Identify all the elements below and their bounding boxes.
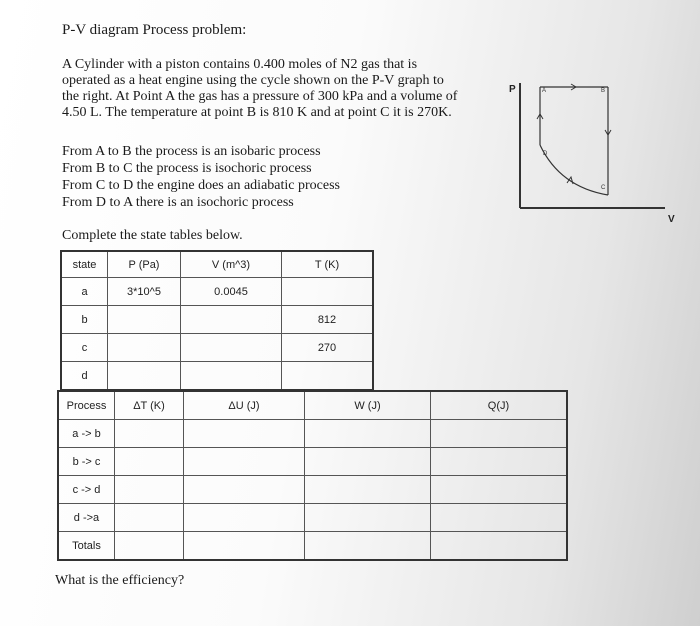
efficiency-question: What is the efficiency?: [55, 573, 185, 588]
table-row: [58, 448, 567, 476]
table-row: [58, 420, 567, 448]
volume-cell: [181, 362, 282, 391]
table-row: [58, 476, 567, 504]
table-row: [61, 334, 373, 362]
page-title: P-V diagram Process problem:: [62, 22, 247, 38]
work-cell: [305, 448, 431, 476]
table-row: [61, 362, 373, 391]
problem-line: operated as a heat engine using the cycle shown on the P-V graph to: [62, 73, 444, 88]
state-cell: b: [61, 306, 108, 334]
table-row: [58, 532, 567, 561]
table-row: [61, 278, 373, 306]
header-cell: ΔU (J): [184, 391, 305, 420]
point-c-label: C: [601, 185, 606, 191]
process-table-header: [58, 391, 567, 420]
process-line: From B to C the process is isochoric process: [62, 161, 312, 176]
state-cell: d: [61, 362, 108, 391]
problem-line: the right. At Point A the gas has a pressure of 300 kPa and a volume of: [62, 89, 458, 104]
delta-u-cell: [184, 448, 305, 476]
volume-cell: [181, 334, 282, 362]
work-cell: [305, 476, 431, 504]
state-table: [60, 250, 374, 391]
header-cell: state: [61, 251, 108, 278]
state-table-header: [61, 251, 373, 278]
pressure-cell: [108, 334, 181, 362]
temperature-cell: [282, 278, 374, 306]
process-line: From C to D the engine does an adiabatic process: [62, 178, 340, 193]
delta-t-cell: [115, 476, 184, 504]
problem-line: A Cylinder with a piston contains 0.400 moles of N2 gas that is: [62, 57, 418, 72]
header-cell: T (K): [282, 251, 374, 278]
volume-cell: 0.0045: [181, 278, 282, 306]
header-cell: Q(J): [431, 391, 568, 420]
delta-u-cell: [184, 420, 305, 448]
adiabatic-cd-curve: [540, 145, 608, 195]
pressure-cell: [108, 362, 181, 391]
pressure-cell: 3*10^5: [108, 278, 181, 306]
header-cell: Process: [58, 391, 115, 420]
point-b-label: B: [601, 88, 606, 94]
pv-diagram: [505, 75, 680, 225]
process-cell: c -> d: [58, 476, 115, 504]
totals-cell: Totals: [58, 532, 115, 561]
heat-cell: [431, 448, 568, 476]
delta-u-cell: [184, 504, 305, 532]
work-cell: [305, 420, 431, 448]
process-line: From D to A there is an isochoric process: [62, 195, 294, 210]
process-cell: a -> b: [58, 420, 115, 448]
delta-u-cell: [184, 476, 305, 504]
process-table: [57, 390, 568, 561]
state-cell: a: [61, 278, 108, 306]
state-cell: c: [61, 334, 108, 362]
volume-cell: [181, 306, 282, 334]
delta-u-cell: [184, 532, 305, 561]
p-axis-label: P: [509, 84, 516, 95]
table-row: [58, 504, 567, 532]
process-cell: b -> c: [58, 448, 115, 476]
delta-t-cell: [115, 532, 184, 561]
process-descriptions: [62, 143, 502, 211]
process-line: From A to B the process is an isobaric process: [62, 144, 321, 159]
header-cell: P (Pa): [108, 251, 181, 278]
heat-cell: [431, 504, 568, 532]
delta-t-cell: [115, 504, 184, 532]
delta-t-cell: [115, 420, 184, 448]
temperature-cell: 270: [282, 334, 374, 362]
header-cell: V (m^3): [181, 251, 282, 278]
heat-cell: [431, 420, 568, 448]
temperature-cell: 812: [282, 306, 374, 334]
point-d-label: D: [543, 151, 548, 157]
pressure-cell: [108, 306, 181, 334]
point-a-label: A: [542, 88, 547, 94]
work-cell: [305, 532, 431, 561]
problem-statement: [62, 57, 502, 121]
temperature-cell: [282, 362, 374, 391]
heat-cell: [431, 532, 568, 561]
heat-cell: [431, 476, 568, 504]
delta-t-cell: [115, 448, 184, 476]
work-cell: [305, 504, 431, 532]
table-row: [61, 306, 373, 334]
process-cell: d ->a: [58, 504, 115, 532]
header-cell: W (J): [305, 391, 431, 420]
problem-line: 4.50 L. The temperature at point B is 810 K and at point C it is 270K.: [62, 105, 452, 120]
header-cell: ΔT (K): [115, 391, 184, 420]
instruction-text: Complete the state tables below.: [62, 228, 243, 243]
v-axis-label: V: [668, 214, 675, 225]
